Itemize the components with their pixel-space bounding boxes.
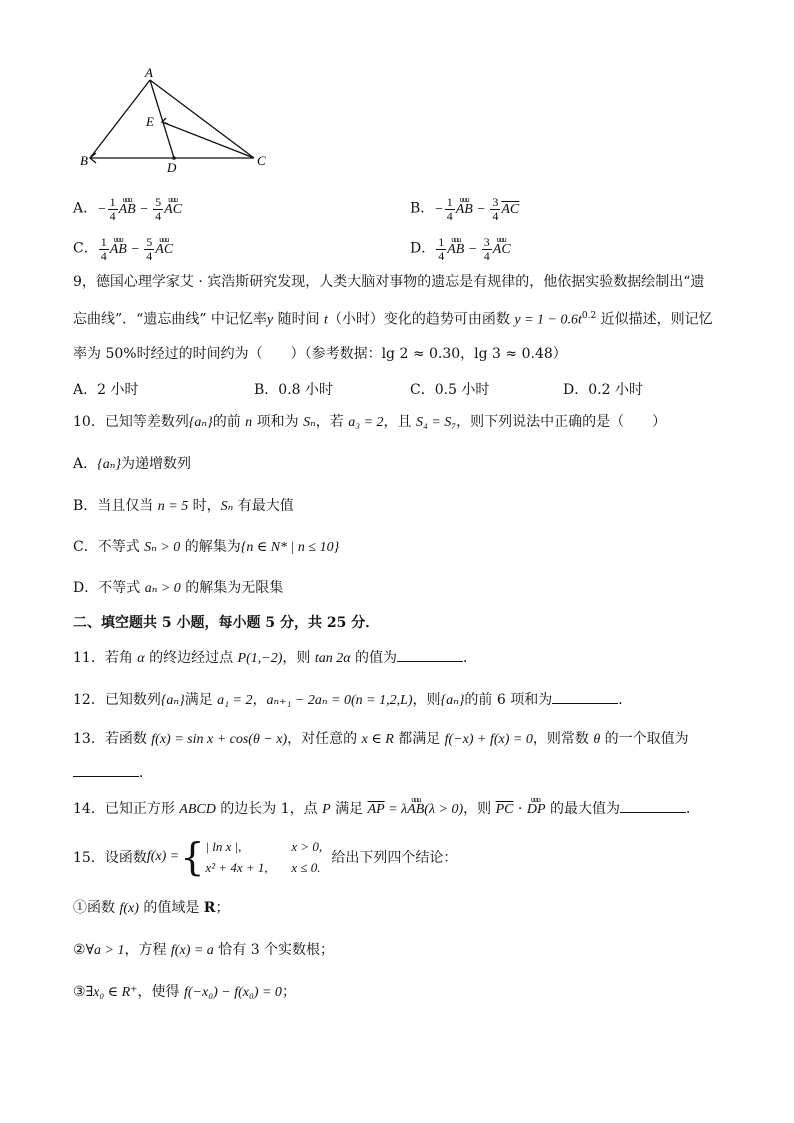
q8-option-a: A．− $\frac{1}{4}$ uuu AB − $\frac{5}{4}$ uuu AC [73, 196, 182, 223]
label-A: A [145, 66, 153, 80]
q10-option-c: C．不等式 Sₙ > 0 的解集为{n ∈ N* | n ≤ 10} [73, 539, 340, 555]
q9-line3: 率为 50%时经过的时间约为（ ）（参考数据：lg 2 ≈ 0.30，lg 3 ≈ 0.48） [73, 346, 567, 362]
label-C: C [257, 153, 266, 168]
q15-conclusion-2: ②∀a > 1，方程 f(x) = a 恰有 3 个实数根； [73, 942, 335, 958]
q8-option-b: B．− $\frac{1}{4}$ uuu AB − $\frac{3}{4}$ $\overline{AC}$ [410, 196, 519, 223]
q10-stem: 10．已知等差数列{aₙ}的前 n 项和为 Sₙ，若 a₃ = 2，且 S₄ = S₇，则下列说法中正确的是（ ） [73, 414, 667, 430]
label-D: D [167, 160, 177, 175]
q10-option-d: D．不等式 aₙ > 0 的解集为无限集 [73, 580, 284, 596]
piecewise-cases: | ln x |, x > 0, x² + 4x + 1, x ≤ 0. [205, 839, 323, 875]
q9-option-c: C．0.5 小时 [410, 382, 490, 398]
q10-option-b: B．当且仅当 n = 5 时，Sₙ 有最大值 [73, 498, 294, 514]
piecewise-brace: { [180, 835, 205, 879]
q12: 12．已知数列{aₙ}满足 a₁ = 2，aₙ₊₁ − 2aₙ = 0(n = 1,2,L)，则{aₙ}的前 6 项和为 ． [73, 689, 632, 711]
q11: 11．若角 α 的终边经过点 P(1,−2)，则 tan 2α 的值为 ． [73, 647, 477, 669]
q9-line2: 忘曲线”．“遗忘曲线” 中记忆率y 随时间 t（小时）变化的趋势可由函数 $y = 1 - 0.6t^{0.2}$ 近似描述，则记忆 [73, 311, 713, 328]
answer-blank[interactable] [73, 762, 139, 777]
q15: 15．设函数 f(x) = { | ln x |, x > 0, x² + 4x + 1, x ≤ 0. 给出下列四个结论： [73, 835, 458, 879]
answer-blank[interactable] [552, 689, 618, 704]
q9-line1: 9，德国心理学家艾 · 宾浩斯研究发现，人类大脑对事物的遗忘是有规律的，他依据实验数据绘制出“遗 [73, 274, 705, 290]
q15-conclusion-3: ③∃x₀ ∈ R⁺，使得 f(−x₀) − f(x₀) = 0； [73, 984, 296, 1000]
q8-option-d: D． $\frac{1}{4}$ uuu AB − $\frac{3}{4}$ uuu AC [410, 236, 511, 263]
triangle-figure [78, 66, 278, 176]
section-heading: 二、填空题共 5 小题，每小题 5 分，共 25 分． [73, 615, 380, 631]
q9-option-a: A．2 小时 [73, 382, 139, 398]
q13: 13．若函数 f(x) = sin x + cos(θ − x)，对任意的 x ∈ R 都满足 f(−x) + f(x) = 0，则常数 θ 的一个取值为 [73, 731, 689, 747]
label-B: B [80, 153, 88, 168]
q14: 14．已知正方形 ABCD 的边长为 1，点 P 满足 $\overline{AP} = \lambda uuu$ AB(λ > 0)，则 $\overline{PC}$ · uuu DP 的最大值为 ． [73, 798, 700, 820]
q13-answer-line: ． [73, 762, 153, 783]
q9-option-d: D．0.2 小时 [563, 382, 643, 398]
q9-option-b: B．0.8 小时 [254, 382, 334, 398]
answer-blank[interactable] [397, 647, 463, 662]
label-E: E [146, 114, 154, 129]
q10-option-a: A．{aₙ}为递增数列 [73, 456, 191, 472]
answer-blank[interactable] [620, 798, 686, 813]
q8-option-c: C． $\frac{1}{4}$ uuu AB − $\frac{5}{4}$ uuu AC [73, 236, 173, 263]
q15-conclusion-1: ①函数 f(x) 的值域是 R； [73, 900, 230, 916]
